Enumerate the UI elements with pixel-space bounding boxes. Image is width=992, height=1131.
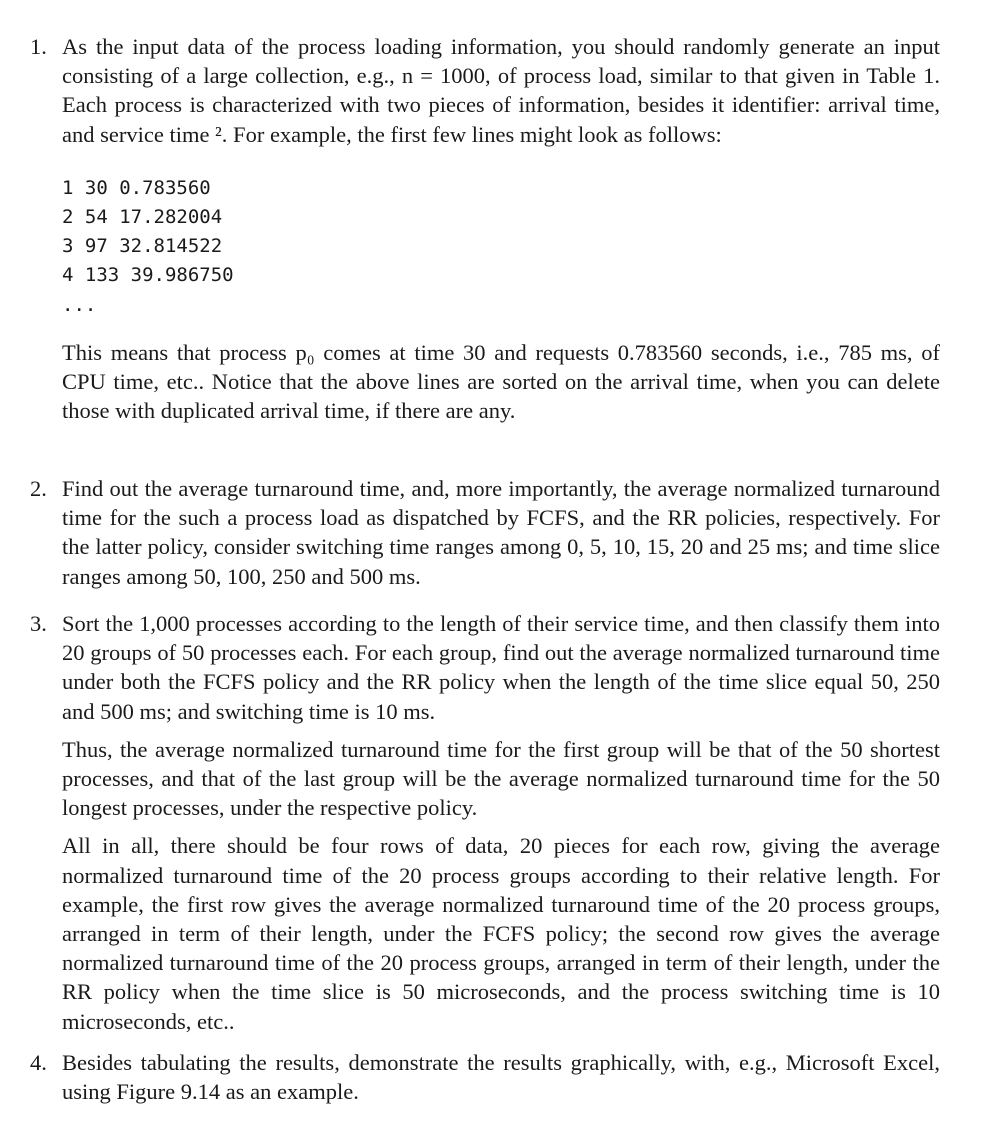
item-3-paragraph-1: Sort the 1,000 processes according to the length of their service time, and then classify them into 20 groups of 50 processes each. For each group, find out the average normalized turnaround time under both the FCFS policy and the RR policy when the length of the time slice equal 50, 250 and 500 ms; and switching time is 10 ms. <box>62 611 940 724</box>
code-line: 3 97 32.814522 <box>62 235 223 258</box>
list-item-1 <box>30 32 940 425</box>
code-line: ... <box>62 293 97 316</box>
item-number: 2. <box>30 476 47 501</box>
list-item-3 <box>30 609 940 1036</box>
item-1-intro: As the input data of the process loading information, you should randomly generate an input consisting of a large collection, e.g., n = 1000, of process load, similar to that given in Table 1. Each process is characterized with two pieces of information, besides it identifier: arrival time, and service time ². For example, the first few lines might look as follows: <box>62 34 940 147</box>
item-1-explanation: This means that process p₀ comes at time 30 and requests 0.783560 seconds, i.e., 785 ms, of CPU time, etc.. Notice that the above lines are sorted on the arrival time, when you can delete those with duplicated arrival time, if there are any. <box>62 339 940 424</box>
code-line: 2 54 17.282004 <box>62 206 223 229</box>
list-item-2 <box>30 474 940 591</box>
code-line: 1 30 0.783560 <box>62 176 211 199</box>
list-item-4 <box>30 1048 940 1106</box>
item-3-paragraph-3: All in all, there should be four rows of data, 20 pieces for each row, giving the average normalized turnaround time of the 20 process groups according to their relative length. For example, the first row gives the average normalized turnaround time of the 20 process groups, arranged in term of their length, under the FCFS policy; the second row gives the average normalized turnaround time of the 20 process groups, arranged in term of their length, under the RR policy when the time slice is 50 microseconds, and the process switching time is 10 microseconds, etc.. <box>62 833 940 1034</box>
code-block <box>62 174 940 320</box>
item-3-paragraph-2: Thus, the average normalized turnaround time for the first group will be that of the 50 shortest processes, and that of the last group will be the average normalized turnaround time for the 50 longest processes, under the respective policy. <box>62 736 940 821</box>
code-line: 4 133 39.986750 <box>62 264 234 287</box>
item-number: 1. <box>30 34 47 59</box>
item-4-text: Besides tabulating the results, demonstrate the results graphically, with, e.g., Microsoft Excel, using Figure 9.14 as an example. <box>62 1050 940 1105</box>
item-number: 4. <box>30 1050 47 1075</box>
item-number: 3. <box>30 611 47 636</box>
item-2-text: Find out the average turnaround time, and, more importantly, the average normalized turnaround time for the such a process load as dispatched by FCFS, and the RR policies, respectively. For the latter policy, consider switching time ranges among 0, 5, 10, 15, 20 and 25 ms; and time slice ranges among 50, 100, 250 and 500 ms. <box>62 476 940 589</box>
